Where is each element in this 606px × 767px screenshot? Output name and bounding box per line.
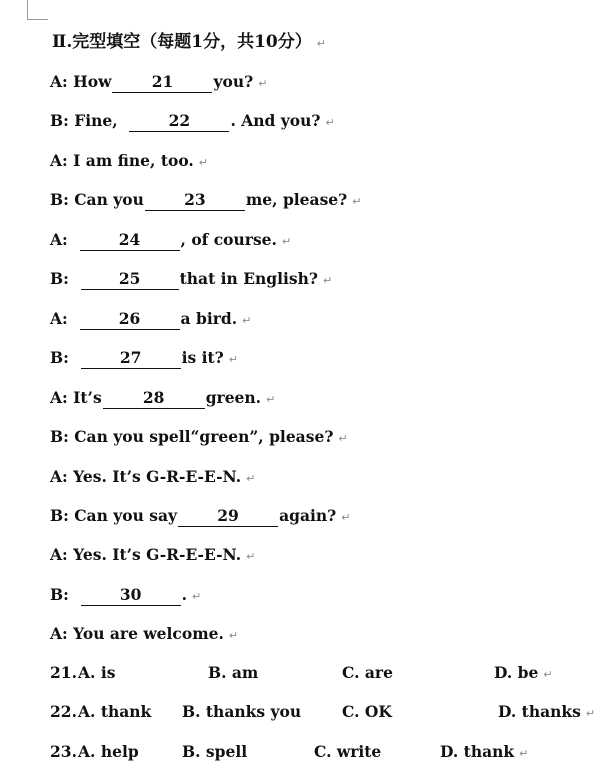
line-text: A: Yes. It’s G-R-E-E-N.	[50, 467, 242, 486]
question-number: 23.	[50, 742, 77, 761]
option-c: C. write	[314, 742, 382, 761]
question-number: 21.	[50, 663, 77, 682]
paragraph-mark-icon: ↵	[338, 432, 348, 445]
line-text: that in English?	[179, 269, 318, 288]
option-d: D. be ↵	[494, 663, 553, 682]
answer-blank: 22	[129, 111, 229, 132]
paragraph-mark-icon: ↵	[266, 393, 276, 406]
line-text: A:	[50, 309, 68, 328]
option-b: B. am	[208, 663, 259, 682]
option-row	[50, 739, 600, 765]
dialogue-line	[50, 306, 251, 332]
answer-blank: 29	[178, 506, 278, 527]
dialogue-line	[50, 69, 267, 95]
section-heading	[52, 30, 326, 54]
paragraph-mark-icon: ↵	[192, 590, 202, 603]
answer-blank: 24	[80, 230, 180, 251]
line-text: B: Can you	[50, 190, 144, 209]
dialogue-line	[50, 582, 201, 608]
line-text: A: I am fine, too.	[50, 151, 194, 170]
paragraph-mark-icon: ↵	[228, 629, 239, 642]
paragraph-mark-icon: ↵	[198, 156, 209, 169]
option-a: A. thank	[78, 702, 152, 721]
line-text: B: Can you spell“green”, please?	[50, 427, 334, 446]
section-heading-text: Ⅱ.完型填空（每题1分，共10分）	[52, 32, 312, 52]
line-text: A: You are welcome.	[50, 624, 224, 643]
line-text: me, please?	[245, 190, 348, 209]
paragraph-mark-icon: ↵	[246, 550, 256, 563]
question-number: 22.	[50, 702, 77, 721]
option-b: B. spell	[182, 742, 248, 761]
dialogue-line	[50, 503, 350, 529]
dialogue-line	[50, 621, 238, 647]
line-text: again?	[279, 506, 337, 525]
answer-blank: 21	[112, 72, 212, 93]
line-text: green.	[205, 388, 262, 407]
paragraph-mark-icon: ↵	[322, 274, 333, 287]
dialogue-line	[50, 148, 208, 174]
paragraph-mark-icon: ↵	[352, 195, 362, 208]
dialogue-line	[50, 227, 291, 253]
paragraph-mark-icon: ↵	[258, 77, 268, 90]
line-text: is it?	[181, 348, 224, 367]
page-corner-mark	[27, 0, 48, 20]
line-text: B:	[50, 585, 69, 604]
answer-blank: 26	[80, 309, 180, 330]
option-a: A. help	[78, 742, 139, 761]
dialogue-line	[50, 108, 335, 134]
line-text: a bird.	[180, 309, 238, 328]
dialogue-line	[50, 266, 332, 292]
answer-blank: 28	[103, 388, 205, 409]
paragraph-mark-icon: ↵	[519, 747, 529, 760]
option-a: A. is	[78, 663, 116, 682]
dialogue-line	[50, 187, 361, 213]
option-c: C. OK	[342, 702, 392, 721]
line-text: B: Fine,	[50, 111, 118, 130]
paragraph-mark-icon: ↵	[246, 472, 256, 485]
option-b: B. thanks you	[182, 702, 302, 721]
line-text: B:	[50, 348, 69, 367]
paragraph-mark-icon: ↵	[325, 116, 335, 129]
paragraph-mark-icon: ↵	[543, 668, 553, 681]
paragraph-mark-icon: ↵	[281, 235, 292, 248]
dialogue-line	[50, 385, 275, 411]
line-text: A: How	[50, 72, 112, 91]
line-text: B:	[50, 269, 69, 288]
option-row	[50, 660, 600, 686]
line-text: A: Yes. It’s G-R-E-E-N.	[50, 545, 242, 564]
line-text: you?	[213, 72, 254, 91]
line-text: A: It’s	[50, 388, 102, 407]
paragraph-mark-icon: ↵	[228, 353, 238, 366]
line-text: .	[181, 585, 188, 604]
option-d: D. thank ↵	[440, 742, 529, 761]
answer-blank: 25	[81, 269, 179, 290]
paragraph-mark-icon: ↵	[242, 314, 252, 327]
paragraph-mark-icon: ↵	[316, 37, 326, 50]
answer-blank: 23	[145, 190, 245, 211]
line-text: A:	[50, 230, 68, 249]
paragraph-mark-icon: ↵	[341, 511, 351, 524]
option-row	[50, 699, 600, 725]
dialogue-line	[50, 424, 348, 450]
answer-blank: 30	[81, 585, 181, 606]
option-c: C. are	[342, 663, 393, 682]
line-text: . And you?	[230, 111, 321, 130]
dialogue-line	[50, 345, 238, 371]
dialogue-line	[50, 464, 255, 490]
answer-blank: 27	[81, 348, 181, 369]
paragraph-mark-icon: ↵	[585, 707, 596, 720]
line-text: B: Can you say	[50, 506, 178, 525]
option-d: D. thanks ↵	[498, 702, 596, 721]
line-text: , of course.	[180, 230, 277, 249]
dialogue-line	[50, 542, 255, 568]
